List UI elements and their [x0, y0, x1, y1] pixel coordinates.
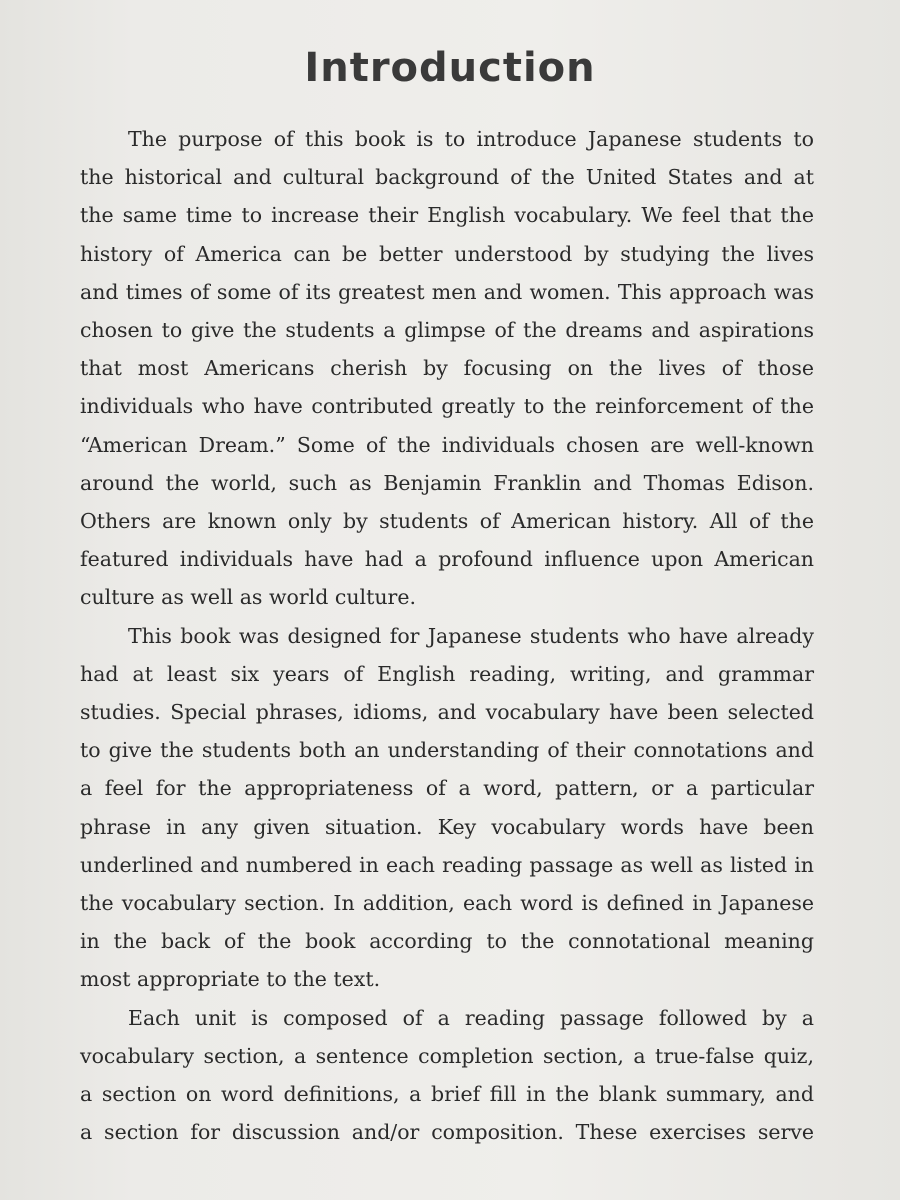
- text-line: underlined and numbered in each reading passage as well as listed in: [80, 852, 814, 877]
- text-line: featured individuals have had a profound influence upon American: [80, 547, 814, 572]
- text-line: around the world, such as Benjamin Franklin and Thomas Edison.: [80, 470, 814, 495]
- text-line: that most Americans cherish by focusing on the lives of those: [80, 356, 814, 381]
- text-line: most appropriate to the text.: [80, 967, 381, 992]
- text-line: vocabulary section, a sentence completion section, a true-false quiz,: [80, 1043, 814, 1068]
- text-line: a section for discussion and/or composition. These exercises serve: [80, 1120, 814, 1145]
- text-line: “American Dream.” Some of the individuals chosen are well-known: [80, 432, 814, 457]
- text-line: Others are known only by students of American history. All of the: [80, 509, 814, 534]
- paragraph-1: [80, 120, 814, 617]
- text-line: to give the students both an understanding of their connotations and: [80, 738, 814, 763]
- text-line: history of America can be better understood by studying the lives: [80, 241, 814, 266]
- text-line: a section on word definitions, a brief fill in the blank summary, and: [80, 1082, 814, 1107]
- text-line: had at least six years of English reading, writing, and grammar: [80, 661, 814, 686]
- text-line: the historical and cultural background of the United States and at: [80, 165, 814, 190]
- text-line: in the back of the book according to the connotational meaning: [80, 929, 814, 954]
- text-line: the same time to increase their English vocabulary. We feel that the: [80, 203, 814, 228]
- text-line: and times of some of its greatest men and women. This approach was: [80, 279, 814, 304]
- text-line: Each unit is composed of a reading passage followed by a: [128, 1005, 814, 1030]
- text-line: a feel for the appropriateness of a word, pattern, or a particular: [80, 776, 814, 801]
- paragraph-2: [80, 617, 814, 999]
- text-line: chosen to give the students a glimpse of the dreams and aspirations: [80, 318, 814, 343]
- text-line: culture as well as world culture.: [80, 585, 416, 610]
- text-line: studies. Special phrases, idioms, and vocabulary have been selected: [80, 700, 814, 725]
- text-line: individuals who have contributed greatly to the reinforcement of the: [80, 394, 814, 419]
- text-line: The purpose of this book is to introduce Japanese students to: [128, 127, 814, 151]
- introduction-body: [80, 120, 814, 1151]
- text-line: phrase in any given situation. Key vocabulary words have been: [80, 814, 814, 839]
- paragraph-3: [80, 999, 814, 1152]
- text-line: This book was designed for Japanese students who have already: [128, 623, 814, 648]
- page-title: Introduction: [304, 44, 596, 91]
- text-line: the vocabulary section. In addition, each word is defined in Japanese: [80, 891, 814, 916]
